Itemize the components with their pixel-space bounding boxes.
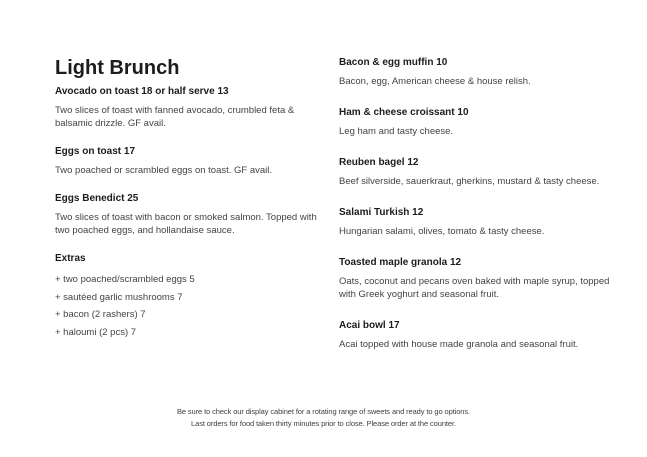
item-name: Reuben bagel 12 bbox=[339, 157, 419, 168]
item-description: Two poached or scrambled eggs on toast. GF avail. bbox=[55, 165, 273, 176]
item-name: Ham & cheese croissant 10 bbox=[339, 107, 469, 118]
item-description: Oats, coconut and pecans oven baked with maple syrup, topped with Greek yoghurt and seasonal fruit. bbox=[339, 276, 610, 300]
item-description: Hungarian salami, olives, tomato & tasty cheese. bbox=[339, 226, 545, 237]
item-description: Two slices of toast with fanned avocado, crumbled feta & balsamic drizzle. GF avail. bbox=[55, 105, 295, 129]
extras-line-garlic-mushrooms: + sautéed garlic mushrooms 7 bbox=[55, 291, 183, 303]
extras-section bbox=[55, 253, 318, 341]
extras-line-poached-scrambled-eggs: + two poached/scrambled eggs 5 bbox=[55, 274, 195, 285]
menu-item-eggs-on-toast bbox=[55, 146, 318, 177]
menu-item-bacon-egg-muffin bbox=[339, 57, 626, 88]
menu-left-column bbox=[55, 57, 318, 341]
menu-item-reuben-bagel bbox=[339, 157, 626, 188]
menu-right-column bbox=[339, 57, 626, 370]
item-name: Salami Turkish 12 bbox=[339, 207, 424, 218]
item-name: Avocado on toast 18 or half serve 13 bbox=[55, 86, 229, 97]
footer-note-line-1: Be sure to check our display cabinet for a rotating range of sweets and ready to go options. bbox=[176, 407, 471, 416]
item-description: Leg ham and tasty cheese. bbox=[339, 126, 454, 137]
item-name: Bacon & egg muffin 10 bbox=[339, 57, 448, 68]
footer-note bbox=[0, 406, 647, 429]
item-name: Eggs Benedict 25 bbox=[55, 193, 139, 204]
item-name: Toasted maple granola 12 bbox=[339, 257, 462, 268]
footer-note-line-2: Last orders for food taken thirty minutes prior to close. Please order at the counter. bbox=[191, 418, 456, 428]
page-title: Light Brunch bbox=[55, 57, 180, 79]
item-name: Eggs on toast 17 bbox=[55, 146, 136, 157]
item-description: Bacon, egg, American cheese & house relish. bbox=[339, 76, 531, 87]
item-description: Acai topped with house made granola and seasonal fruit. bbox=[339, 339, 579, 350]
menu-item-ham-cheese-croissant bbox=[339, 107, 626, 138]
extras-line-haloumi: + haloumi (2 pcs) 7 bbox=[55, 326, 137, 338]
menu-item-toasted-maple-granola bbox=[339, 257, 626, 301]
menu-item-eggs-benedict bbox=[55, 193, 318, 237]
item-name: Acai bowl 17 bbox=[339, 320, 400, 331]
item-description: Two slices of toast with bacon or smoked salmon. Topped with two poached eggs, and hollandaise sauce. bbox=[55, 212, 317, 236]
menu-item-avocado-on-toast bbox=[55, 86, 318, 130]
menu-item-acai-bowl bbox=[339, 320, 626, 351]
extras-line-bacon: + bacon (2 rashers) 7 bbox=[55, 309, 146, 320]
item-description: Beef silverside, sauerkraut, gherkins, mustard & tasty cheese. bbox=[339, 176, 600, 187]
extras-heading: Extras bbox=[55, 253, 86, 264]
menu-item-salami-turkish bbox=[339, 207, 626, 238]
